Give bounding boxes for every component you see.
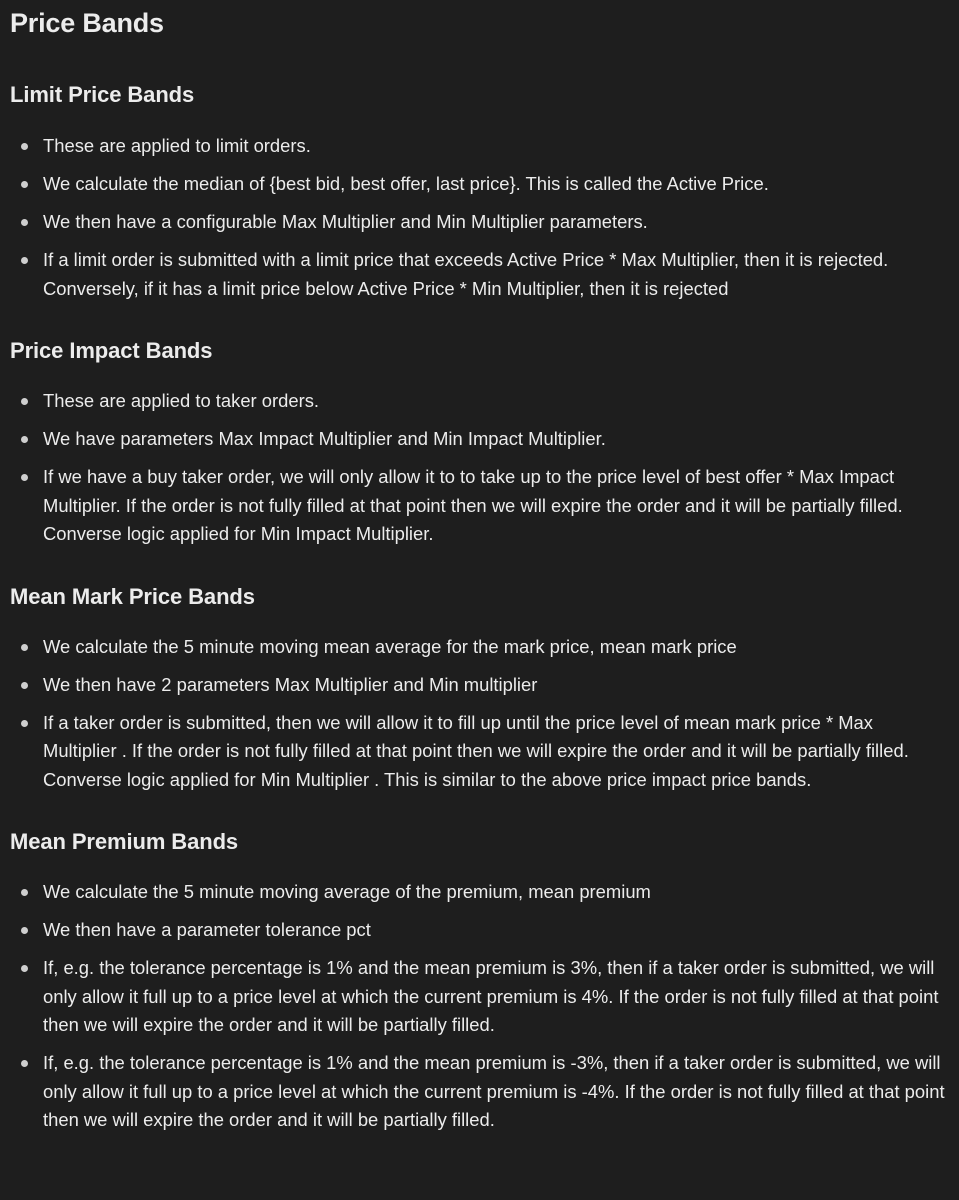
section-mean-premium-bands [10, 827, 949, 1135]
bullet-icon [21, 219, 28, 226]
section-heading: Mean Mark Price Bands [10, 583, 255, 609]
list-item [10, 246, 949, 303]
list-item-text: We calculate the 5 minute moving mean average for the mark price, mean mark price [43, 635, 737, 657]
section-price-impact-bands [10, 336, 949, 549]
bullet-list [10, 878, 949, 1135]
bullet-icon [21, 720, 28, 727]
list-item-text: We have parameters Max Impact Multiplier and Min Impact Multiplier. [43, 428, 606, 449]
list-item-text: We then have a configurable Max Multiplier and Min Multiplier parameters. [43, 211, 648, 232]
list-item-text: If we have a buy taker order, we will only allow it to to take up to the price level of best offer * Max Impact Multiplier. If the order is not fully filled at that point then we will expire the order and it will be partially filled. Converse logic applied for Min Impact Multiplier. [43, 466, 903, 544]
list-item-text: These are applied to limit orders. [43, 135, 311, 156]
bullet-icon [21, 143, 28, 150]
bullet-icon [21, 927, 28, 934]
list-item-text: If a taker order is submitted, then we will allow it to fill up until the price level of mean mark price * Max Multiplier . If the order is not fully filled at that point then we will expire the order and it will be partially filled. Converse logic applied for Min Multiplier . This is similar to the above price impact price bands. [43, 711, 909, 790]
list-item [10, 425, 949, 454]
list-item [10, 463, 949, 549]
list-item [10, 387, 949, 416]
page-title: Price Bands [10, 8, 164, 38]
list-item [10, 132, 949, 161]
list-item-text: We then have 2 parameters Max Multiplier and Min multiplier [43, 673, 538, 695]
bullet-icon [21, 181, 28, 188]
bullet-icon [21, 644, 28, 651]
section-mean-mark-price-bands [10, 582, 949, 795]
bullet-icon [21, 1060, 28, 1067]
section-heading: Price Impact Bands [10, 338, 213, 363]
bullet-icon [21, 436, 28, 443]
bullet-icon [21, 257, 28, 264]
list-item [10, 208, 949, 237]
list-item-text: We calculate the 5 minute moving average of the premium, mean premium [43, 881, 651, 902]
list-item [10, 671, 949, 700]
section-heading: Mean Premium Bands [10, 829, 239, 854]
bullet-list [10, 387, 949, 549]
list-item [10, 633, 949, 662]
list-item-text: If a limit order is submitted with a limit price that exceeds Active Price * Max Multiplier, then it is rejected. Conversely, if it has a limit price below Active Price * Min Multiplier, then it is rejected [43, 249, 889, 299]
bullet-icon [21, 682, 28, 689]
list-item [10, 878, 949, 907]
list-item [10, 916, 949, 945]
bullet-icon [21, 889, 28, 896]
list-item [10, 954, 949, 1040]
list-item-text: We then have a parameter tolerance pct [43, 919, 371, 940]
bullet-list [10, 132, 949, 303]
bullet-list [10, 633, 949, 795]
list-item-text: These are applied to taker orders. [43, 390, 320, 411]
section-heading: Limit Price Bands [10, 82, 195, 107]
bullet-icon [21, 398, 28, 405]
bullet-icon [21, 474, 28, 481]
list-item [10, 709, 949, 795]
section-limit-price-bands [10, 80, 949, 303]
list-item-text: If, e.g. the tolerance percentage is 1% and the mean premium is -3%, then if a taker order is submitted, we will only allow it full up to a price level at which the current premium is -4%. If the order is not fully filled at that point then we will expire the order and it will be partially filled. [43, 1052, 945, 1130]
list-item [10, 1049, 949, 1135]
list-item [10, 170, 949, 199]
list-item-text: If, e.g. the tolerance percentage is 1% and the mean premium is 3%, then if a taker order is submitted, we will only allow it full up to a price level at which the current premium is 4%. If the order is not fully filled at that point then we will expire the order and it will be partially filled. [43, 957, 939, 1035]
list-item-text: We calculate the median of {best bid, best offer, last price}. This is called the Active Price. [43, 173, 769, 194]
bullet-icon [21, 965, 28, 972]
